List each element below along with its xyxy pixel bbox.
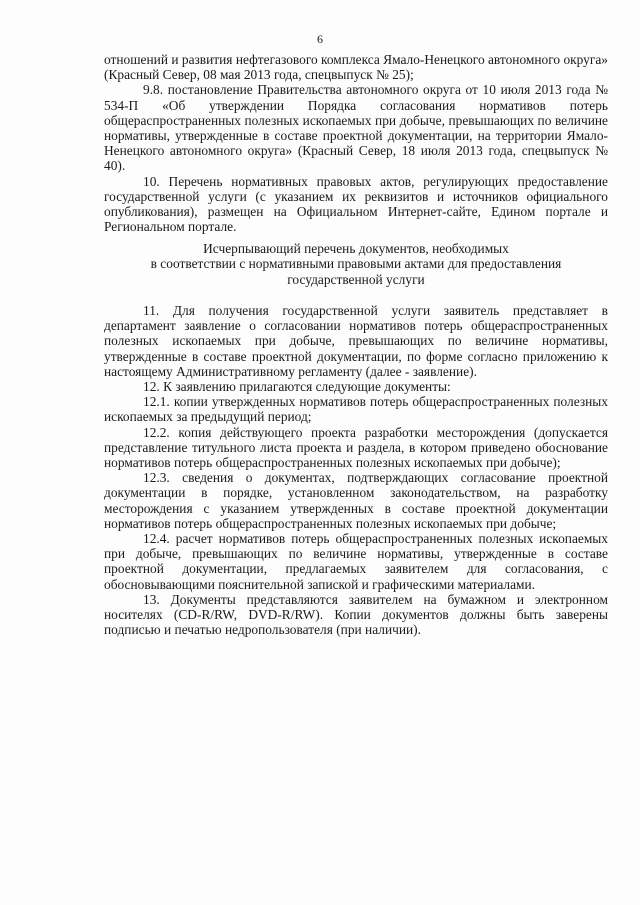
heading-line-3: государственной услуги — [287, 271, 425, 287]
paragraph-10: 10. Перечень нормативных правовых актов, регулирующих предоставление государственной услуги (с указанием их реквизитов и источников официального опубликования), размещен на Официальном Интернет-сайте, Едином портале и Региональном портале. — [104, 173, 608, 235]
top-section — [104, 52, 608, 234]
paragraph-13: 13. Документы представляются заявителем на бумажном и электронном носителях (CD-R/RW, DVD-R/RW). Копии документов должны быть заверены подписью и печатью недропользователя (при наличии). — [104, 591, 608, 638]
paragraph-9-8: 9.8. постановление Правительства автономного округа от 10 июля 2013 года № 534-П «Об утверждении Порядка согласования нормативов потерь общераспространенных полезных ископаемых при добыче, превышающих по величине нормативы, утвержденные в составе проектной документации, на территории Ямало-Ненецкого автономного округа» (Красный Север, 18 июля 2013 года, спецвыпуск № 40). — [104, 82, 608, 174]
paragraph-11: 11. Для получения государственной услуги заявитель представляет в департамент заявление о согласовании нормативов потерь общераспространенных полезных ископаемых при добыче, превышающих по величине нормативы, утвержденные в составе проектной документации, по форме согласно приложению к настоящему Административному регламенту (далее - заявление). — [104, 303, 608, 379]
paragraph-12-1: 12.1. копии утвержденных нормативов потерь общераспространенных полезных ископаемых за предыдущий период; — [104, 394, 608, 425]
paragraph-12-3: 12.3. сведения о документах, подтверждающих согласование проектной документации в порядке, установленном законодательством, на разработку месторождения с указанием утвержденных в составе проектной документации нормативов потерь общераспространенных полезных ископаемых при добыче; — [104, 470, 608, 531]
heading-line-1: Исчерпывающий перечень документов, необходимых — [203, 241, 509, 256]
paragraph-12-2: 12.2. копия действующего проекта разработки месторождения (допускается представление титульного листа проекта и раздела, в котором приведено обоснование нормативов потерь общераспространенных полезных ископаемых при добыче); — [104, 424, 608, 471]
heading-line-2: в соответствии с нормативными правовыми актами для предоставления — [150, 256, 562, 272]
paragraph-continuation: отношений и развития нефтегазового комплекса Ямало-Ненецкого автономного округа» (Красный Север, 08 мая 2013 года, спецвыпуск № 25); — [104, 52, 608, 83]
section-heading — [104, 241, 608, 287]
main-section — [104, 303, 608, 637]
page-number: 6 — [317, 32, 323, 46]
paragraph-12: 12. К заявлению прилагаются следующие документы: — [143, 379, 451, 395]
paragraph-12-4: 12.4. расчет нормативов потерь общераспространенных полезных ископаемых при добыче, превышающих по величине нормативы, утвержденные в составе проектной документации, предлагаемых заявителем для согласования, с обосновывающими пояснительной запиской и графическими материалами. — [104, 531, 608, 592]
